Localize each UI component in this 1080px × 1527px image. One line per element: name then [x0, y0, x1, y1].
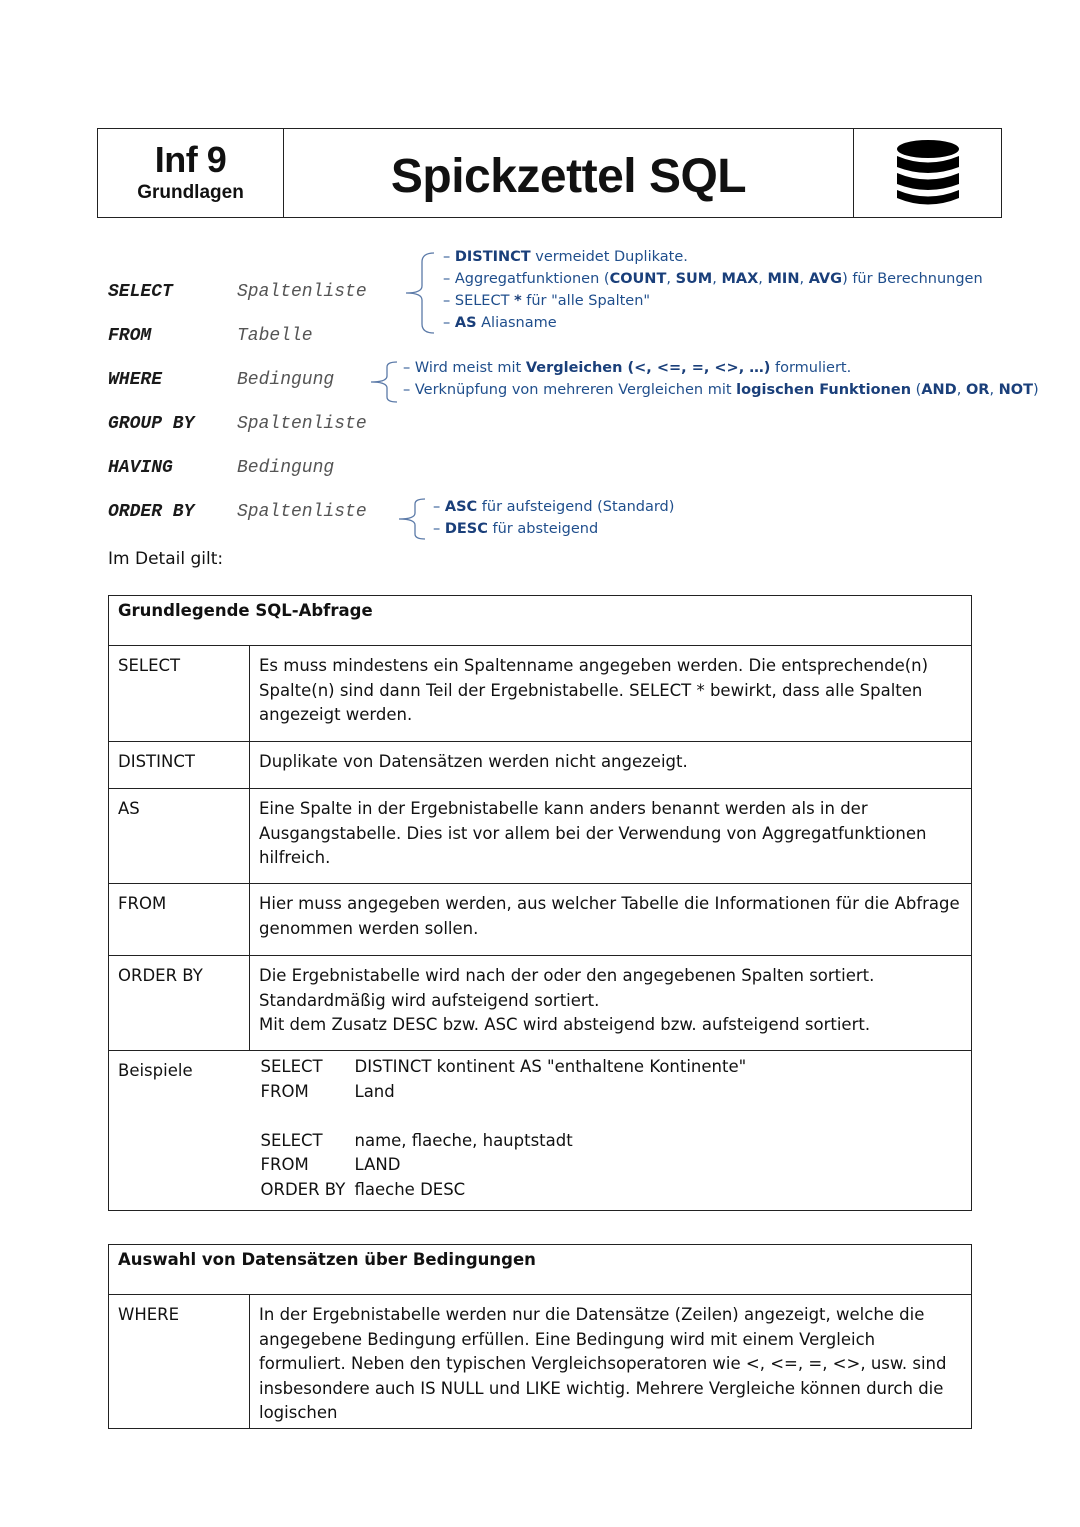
row-key: WHERE [109, 1295, 250, 1429]
database-icon [895, 139, 961, 207]
course-subtitle: Grundlagen [137, 182, 244, 203]
note-distinct: – DISTINCT vermeidet Duplikate. [443, 249, 688, 265]
row-text: Hier muss angegeben werden, aus welcher Tabelle die Informationen für die Abfrage genommen werden sollen. [250, 884, 972, 956]
row-key: FROM [109, 884, 250, 956]
keyword-having: HAVING [108, 458, 173, 478]
select-notes [443, 246, 983, 334]
row-key: Beispiele [109, 1051, 250, 1211]
note-desc: – DESC für absteigend [433, 521, 599, 537]
note-select-star: – SELECT * für "alle Spalten" [443, 293, 651, 309]
detail-label: Im Detail gilt: [108, 549, 224, 569]
arg-from: Tabelle [237, 326, 313, 346]
keyword-group-by: GROUP BY [108, 414, 195, 434]
keyword-order-by: ORDER BY [108, 502, 195, 522]
note-asc: – ASC für aufsteigend (Standard) [433, 499, 675, 515]
keyword-select: SELECT [108, 282, 173, 302]
arg-having: Bedingung [237, 458, 335, 478]
table-row [109, 1295, 972, 1429]
row-text: Duplikate von Datensätzen werden nicht angezeigt. [250, 742, 972, 789]
table-header-row [109, 1245, 972, 1295]
table-title: Auswahl von Datensätzen über Bedingungen [109, 1245, 972, 1295]
arg-order-by: Spaltenliste [237, 502, 367, 522]
row-text: Eine Spalte in der Ergebnistabelle kann anders benannt werden als in der Ausgangstabelle. Dies ist vor allem bei der Verwendung von Aggregatfunktionen hilfreich. [250, 789, 972, 884]
order-brace [395, 496, 429, 542]
note-aggregate: – Aggregatfunktionen (COUNT, SUM, MAX, MIN, AVG) für Berechnungen [443, 271, 983, 287]
course-box [98, 129, 284, 217]
table-row [109, 1051, 972, 1211]
note-logical: – Verknüpfung von mehreren Vergleichen mit logischen Funktionen (AND, OR, NOT) [403, 382, 1039, 398]
table-row [109, 742, 972, 789]
basic-query-table [108, 595, 972, 1211]
example-query-1: SELECT DISTINCT kontinent AS "enthaltene Kontinente" FROM Land [260, 1057, 747, 1101]
row-text: Die Ergebnistabelle wird nach der oder den angegebenen Spalten sortiert. Standardmäßig wird aufsteigend sortiert. Mit dem Zusatz DESC bzw. ASC wird absteigend bzw. aufsteigend sortiert. [250, 956, 972, 1051]
arg-group-by: Spaltenliste [237, 414, 367, 434]
table-row [109, 646, 972, 742]
table-row [109, 956, 972, 1051]
course-label: Inf 9 [154, 139, 227, 180]
where-notes [403, 357, 1039, 401]
page-header [97, 128, 1002, 218]
keyword-where: WHERE [108, 370, 163, 390]
row-text: In der Ergebnistabelle werden nur die Datensätze (Zeilen) angezeigt, welche die angegebene Bedingung erfüllen. Eine Bedingung wird mit einem Vergleich formuliert. Neben den typischen Vergleichsoperatoren wie <, <=, =, <>, usw. sind insbesondere auch IS NULL und LIKE wichtig. Mehrere Vergleiche können durch die logischen [250, 1295, 972, 1429]
keyword-from: FROM [108, 326, 152, 346]
note-alias: – AS Aliasname [443, 315, 557, 331]
conditions-table [108, 1244, 972, 1429]
row-key: AS [109, 789, 250, 884]
examples-cell [250, 1051, 972, 1211]
title-box [284, 129, 854, 217]
row-key: SELECT [109, 646, 250, 742]
row-text: Es muss mindestens ein Spaltenname angegeben werden. Die entsprechende(n) Spalte(n) sind dann Teil der Ergebnistabelle. SELECT * bewirkt, dass alle Spalten angezeigt werden. [250, 646, 972, 742]
icon-box [854, 129, 1001, 217]
arg-select: Spaltenliste [237, 282, 367, 302]
row-key: DISTINCT [109, 742, 250, 789]
where-brace [367, 359, 401, 405]
page-title: Spickzettel SQL [390, 149, 747, 203]
table-row [109, 884, 972, 956]
example-query-2: SELECT name, flaeche, hauptstadt FROM LAND ORDER BY flaeche DESC [260, 1130, 573, 1199]
order-notes [433, 496, 674, 540]
select-brace [402, 250, 438, 336]
table-row [109, 789, 972, 884]
note-comparisons: – Wird meist mit Vergleichen (<, <=, =, <>, …) formuliert. [403, 360, 852, 376]
row-key: ORDER BY [109, 956, 250, 1051]
table-header-row [109, 596, 972, 646]
arg-where: Bedingung [237, 370, 335, 390]
table-title: Grundlegende SQL-Abfrage [109, 596, 972, 646]
